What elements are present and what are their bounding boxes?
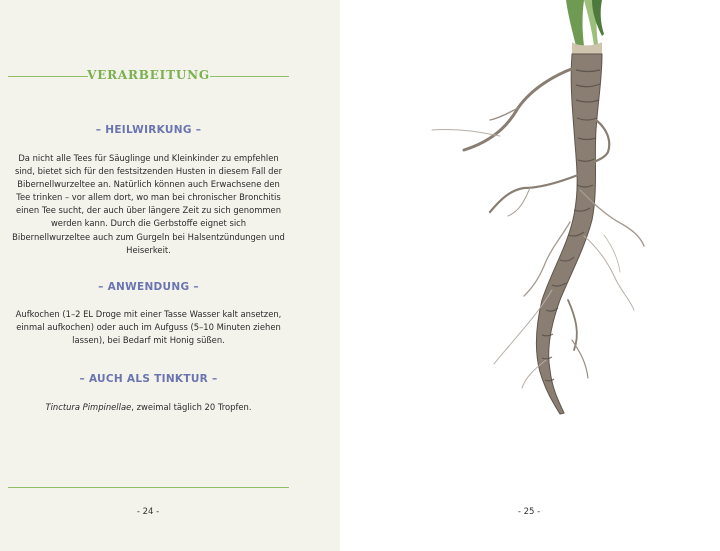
section-title-heilwirkung: – HEILWIRKUNG – — [95, 124, 202, 136]
footer-rule — [8, 487, 289, 488]
pimpinella-root-illustration — [340, 0, 720, 551]
page-number-right: - 25 - — [517, 507, 541, 517]
left-page — [0, 0, 340, 551]
tinktur-dosage: , zweimal täglich 20 Tropfen. — [131, 402, 252, 412]
chapter-title: VERARBEITUNG — [87, 68, 210, 82]
section-title-anwendung: – ANWENDUNG – — [98, 281, 199, 293]
section-text-anwendung: Aufkochen (1–2 EL Droge mit einer Tasse Wasser kalt ansetzen, einmal aufkochen) oder auch im Aufguss (5–10 Minuten ziehen lassen), bei Bedarf mit Honig süßen. — [15, 309, 282, 346]
section-text-heilwirkung: Da nicht alle Tees für Säuglinge und Kleinkinder zu empfehlen sind, bietet sich für den festsitzenden Husten in diesem Fall der Bibernellwurzeltee an. Natürlich können auch Erwachsene den Tee trinken – vor allem dort, wo man bei chronischer Bronchitis einen Tee sucht, der auch über längere Zeit zu sich genommen werden kann. Durch die Gerbstoffe eignet sich Bibernellwurzeltee auch zum Gurgeln bei Halsentzündungen und Heiserkeit. — [12, 153, 285, 255]
tinktur-latin-name: Tinctura Pimpinellae — [45, 402, 132, 412]
section-text-tinktur — [10, 401, 287, 414]
section-title-tinktur: – AUCH ALS TINKTUR – — [79, 373, 218, 385]
page-number-left: - 24 - — [136, 507, 160, 517]
stem-leaves — [566, 0, 604, 46]
